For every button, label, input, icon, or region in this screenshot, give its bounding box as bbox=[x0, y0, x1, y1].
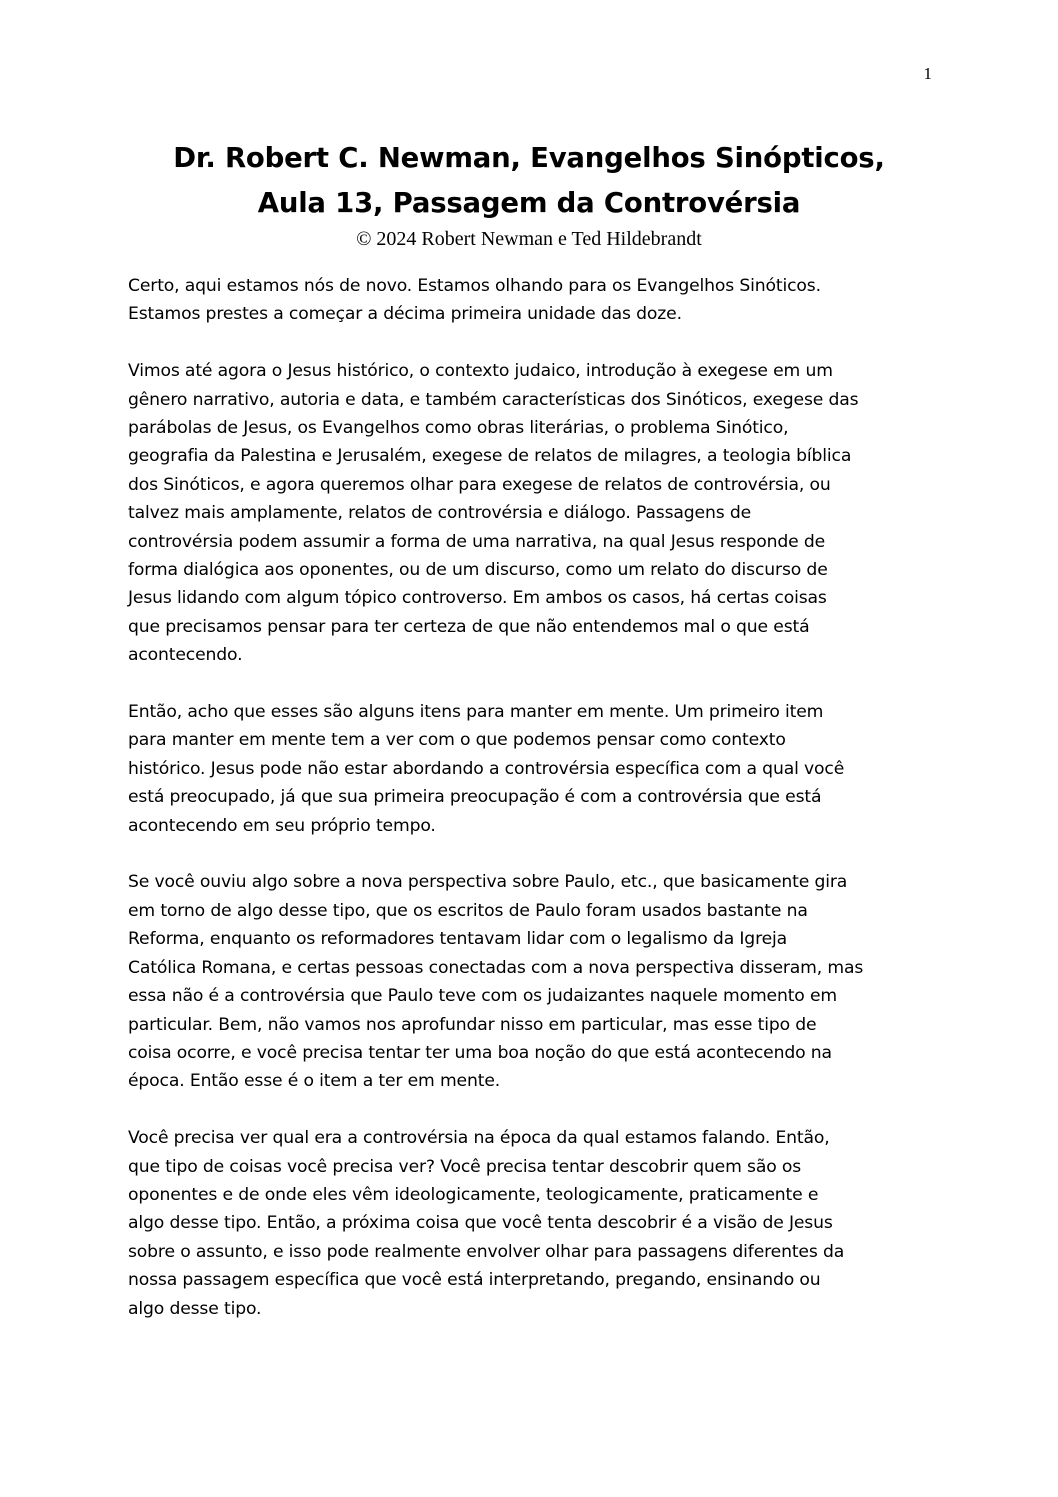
paragraph-3 bbox=[128, 698, 934, 840]
paragraph-line: histórico. Jesus pode não estar abordando a controvérsia específica com a qual você bbox=[128, 758, 845, 779]
paragraph-line: está preocupado, já que sua primeira preocupação é com a controvérsia que está bbox=[128, 787, 822, 808]
paragraph-line: dos Sinóticos, e agora queremos olhar para exegese de relatos de controvérsia, ou bbox=[128, 474, 831, 495]
paragraph-line: coisa ocorre, e você precisa tentar ter uma boa noção do que está acontecendo na bbox=[128, 1042, 832, 1063]
paragraph-line: essa não é a controvérsia que Paulo teve com os judaizantes naquele momento em bbox=[128, 986, 837, 1007]
paragraph-line: Se você ouviu algo sobre a nova perspectiva sobre Paulo, etc., que basicamente gira bbox=[128, 872, 848, 893]
paragraph-line: Então, acho que esses são alguns itens para manter em mente. Um primeiro item bbox=[128, 702, 824, 723]
paragraph-line: oponentes e de onde eles vêm ideologicamente, teologicamente, praticamente e bbox=[128, 1184, 819, 1205]
paragraph-line: Estamos prestes a começar a décima primeira unidade das doze. bbox=[128, 304, 682, 325]
page-number: 1 bbox=[923, 64, 932, 83]
paragraph-line: Católica Romana, e certas pessoas conectadas com a nova perspectiva disseram, mas bbox=[128, 957, 864, 978]
body-text bbox=[128, 272, 934, 1351]
paragraph-line: acontecendo em seu próprio tempo. bbox=[128, 815, 436, 836]
paragraph-line: algo desse tipo. Então, a próxima coisa que você tenta descobrir é a visão de Jesus bbox=[128, 1213, 833, 1234]
paragraph-line: que precisamos pensar para ter certeza de que não entendemos mal o que está bbox=[128, 616, 810, 637]
paragraph-line: algo desse tipo. bbox=[128, 1298, 262, 1319]
paragraph-line: Vimos até agora o Jesus histórico, o contexto judaico, introdução à exegese em um bbox=[128, 361, 833, 382]
paragraph-line: Certo, aqui estamos nós de novo. Estamos olhando para os Evangelhos Sinóticos. bbox=[128, 276, 821, 296]
paragraph-line: gênero narrativo, autoria e data, e também características dos Sinóticos, exegese das bbox=[128, 389, 859, 410]
paragraph-line: forma dialógica aos oponentes, ou de um discurso, como um relato do discurso de bbox=[128, 560, 828, 581]
paragraph-line: controvérsia podem assumir a forma de uma narrativa, na qual Jesus responde de bbox=[128, 531, 826, 552]
paragraph-line: Jesus lidando com algum tópico controverso. Em ambos os casos, há certas coisas bbox=[128, 588, 827, 609]
copyright-notice: © 2024 Robert Newman e Ted Hildebrandt bbox=[356, 228, 702, 250]
paragraph-line: talvez mais amplamente, relatos de controvérsia e diálogo. Passagens de bbox=[128, 503, 752, 524]
paragraph-5 bbox=[128, 1124, 934, 1323]
paragraph-4 bbox=[128, 868, 934, 1095]
paragraph-line: particular. Bem, não vamos nos aprofundar nisso em particular, mas esse tipo de bbox=[128, 1014, 817, 1035]
paragraph-line: nossa passagem específica que você está interpretando, pregando, ensinando ou bbox=[128, 1270, 821, 1291]
paragraph-line: Você precisa ver qual era a controvérsia na época da qual estamos falando. Então, bbox=[128, 1128, 830, 1149]
paragraph-line: Reforma, enquanto os reformadores tentavam lidar com o legalismo da Igreja bbox=[128, 929, 788, 950]
paragraph-line: acontecendo. bbox=[128, 645, 243, 666]
paragraph-line: época. Então esse é o item a ter em mente. bbox=[128, 1071, 501, 1092]
paragraph-line: que tipo de coisas você precisa ver? Você precisa tentar descobrir quem são os bbox=[128, 1156, 802, 1177]
paragraph-line: sobre o assunto, e isso pode realmente envolver olhar para passagens diferentes da bbox=[128, 1241, 845, 1262]
paragraph-1 bbox=[128, 272, 934, 329]
paragraph-line: parábolas de Jesus, os Evangelhos como obras literárias, o problema Sinótico, bbox=[128, 418, 789, 439]
document-title-line-2: Aula 13, Passagem da Controvérsia bbox=[257, 187, 801, 219]
title-block bbox=[100, 136, 958, 252]
paragraph-line: geografia da Palestina e Jerusalém, exegese de relatos de milagres, a teologia bíblica bbox=[128, 446, 852, 467]
document-title-line-1: Dr. Robert C. Newman, Evangelhos Sinópticos, bbox=[173, 142, 885, 174]
paragraph-line: para manter em mente tem a ver com o que podemos pensar como contexto bbox=[128, 730, 786, 751]
paragraph-2 bbox=[128, 357, 934, 669]
paragraph-line: em torno de algo desse tipo, que os escritos de Paulo foram usados bastante na bbox=[128, 900, 808, 921]
